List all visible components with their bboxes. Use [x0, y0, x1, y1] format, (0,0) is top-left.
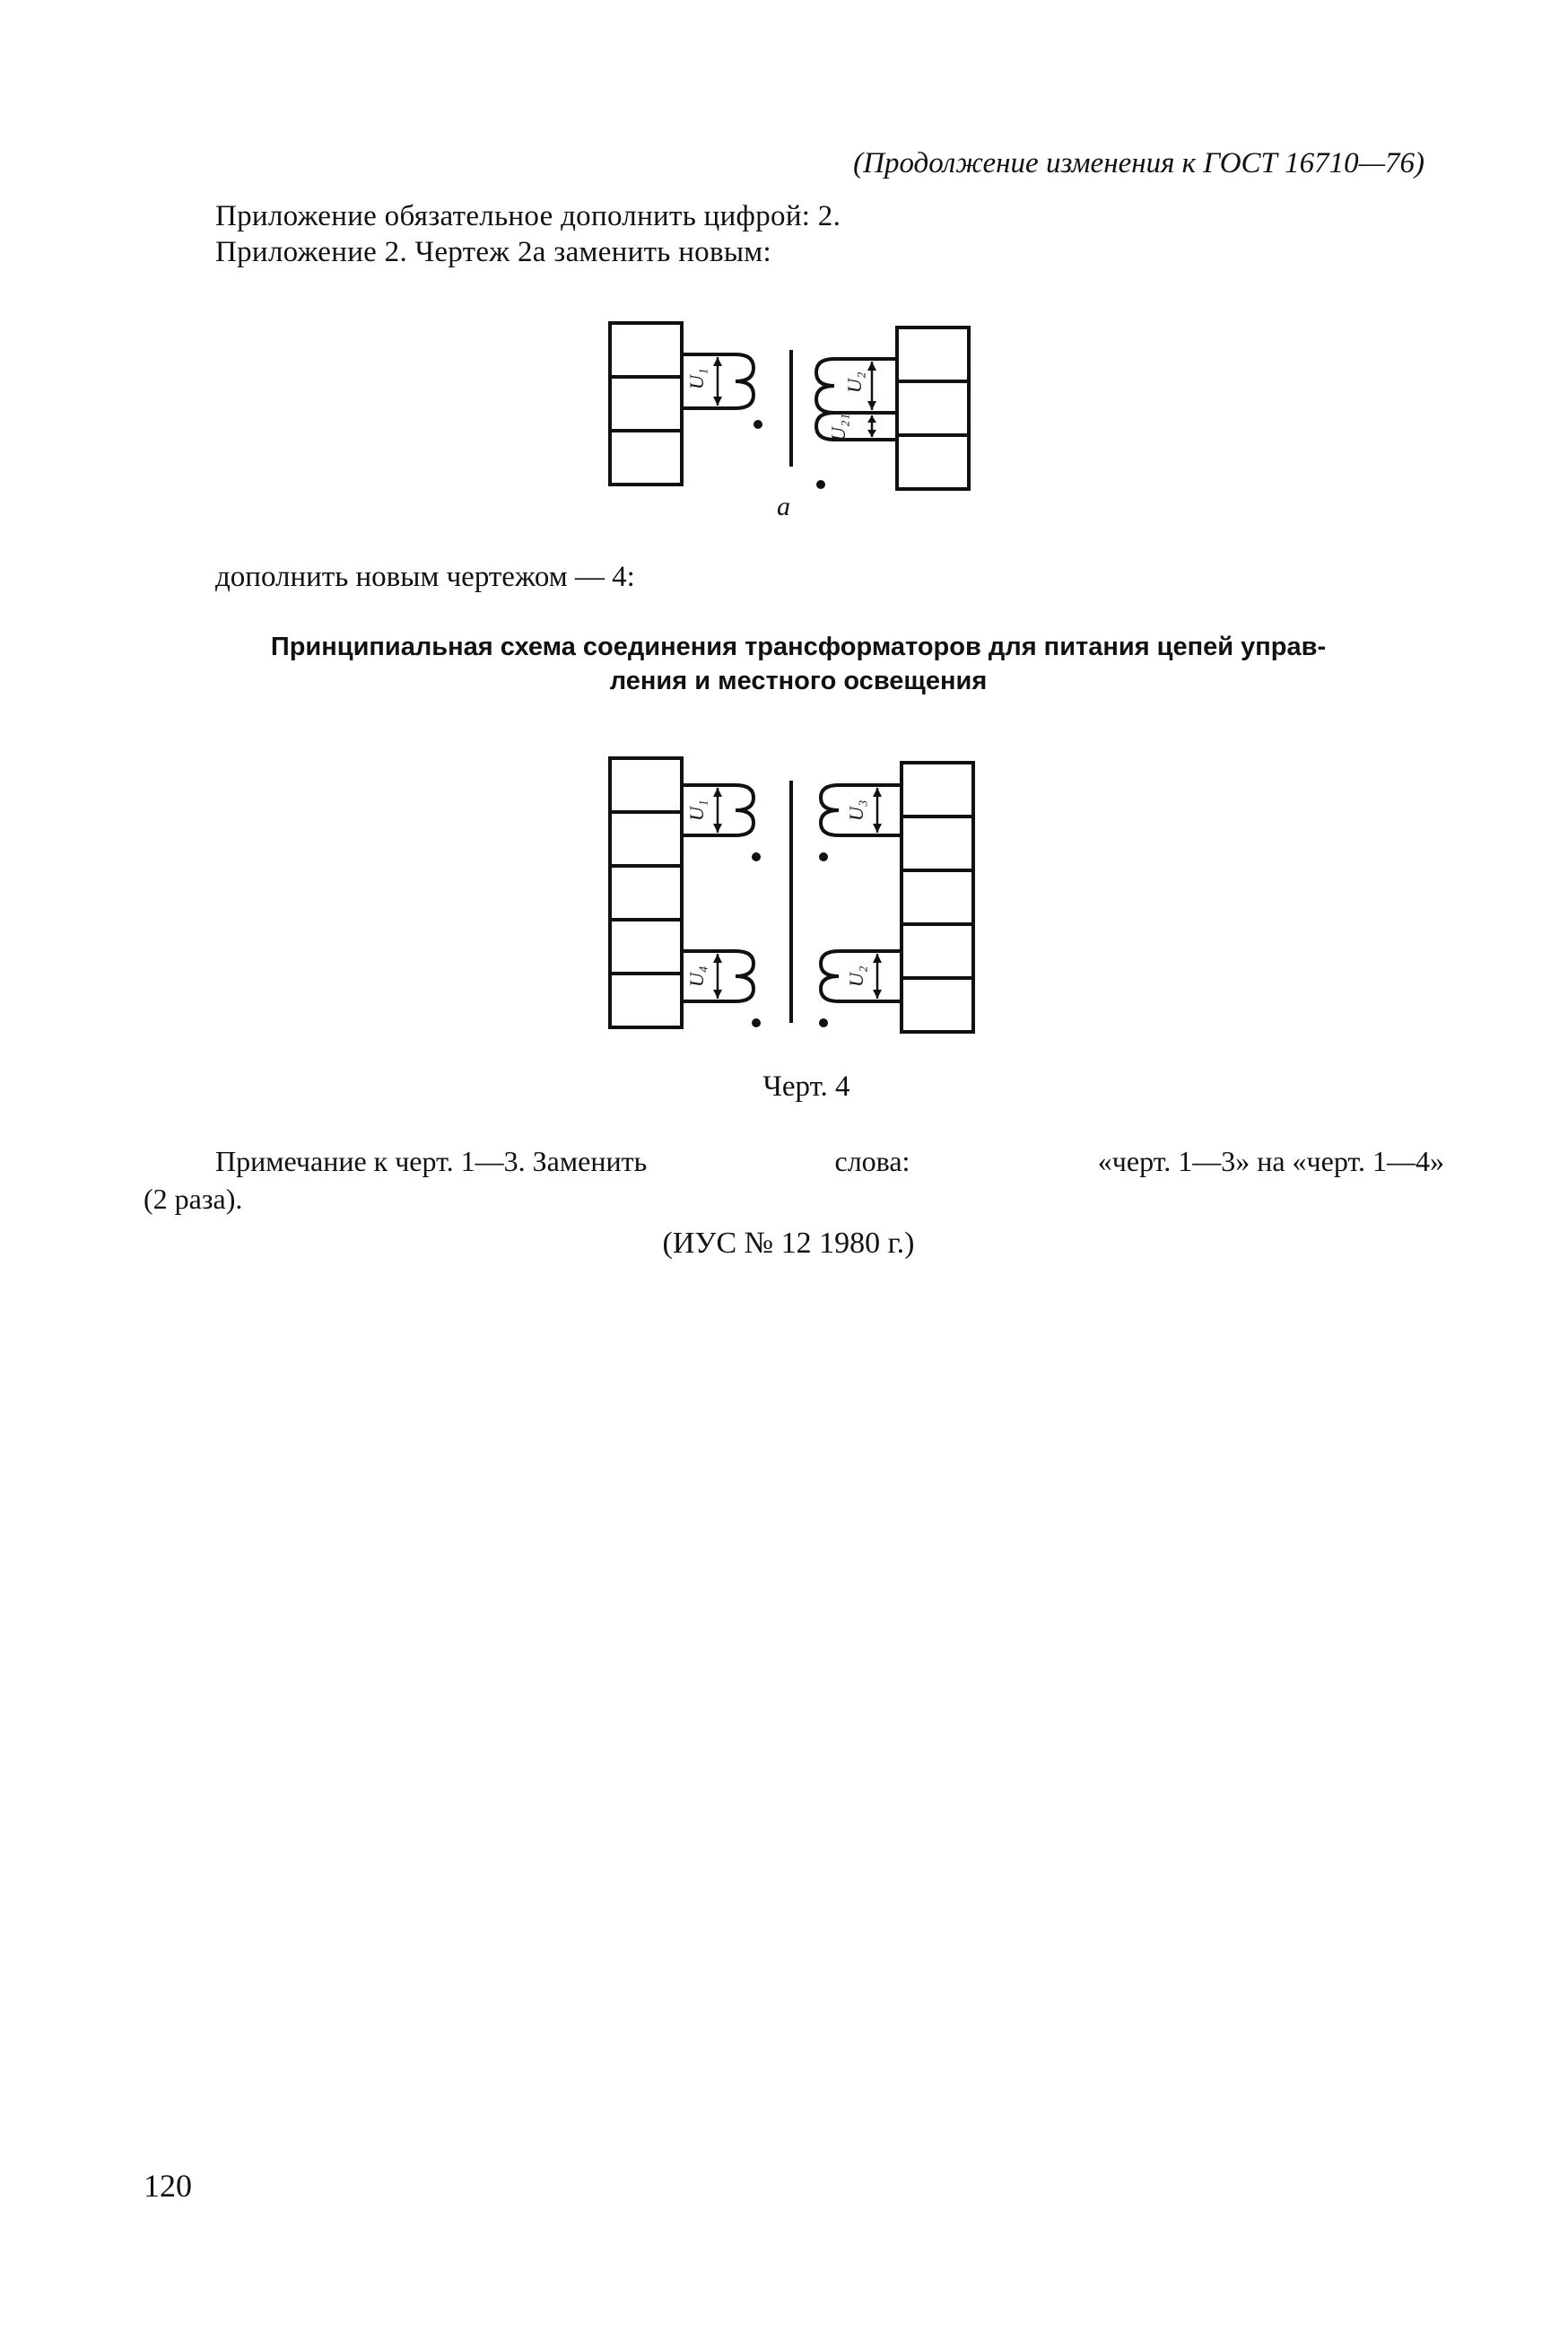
voltage-label-u1: U₁: [685, 799, 708, 821]
terminal-block-left-3: [610, 431, 682, 485]
note-part-1: Примечание к черт. 1—3. Заменить: [215, 1145, 648, 1177]
transformer-diagram-2a: [592, 314, 996, 520]
winding-left: [736, 354, 754, 408]
voltage-label-u21: U₂₁: [827, 413, 849, 441]
terminal-block-left-2: [610, 377, 682, 431]
figure-label-a: а: [777, 492, 790, 521]
terminal-block-left-4: [610, 920, 682, 974]
polarity-dot-right-bottom: [819, 1018, 828, 1027]
terminal-block-right-4: [902, 924, 973, 978]
voltage-label-u4: U₄: [685, 965, 708, 987]
voltage-label-u3: U₃: [845, 799, 867, 821]
page-number: 120: [144, 2168, 192, 2204]
terminal-block-right-2: [902, 817, 973, 870]
terminal-block-left-3: [610, 866, 682, 920]
continuation-header: (Продолжение изменения к ГОСТ 16710—76): [853, 147, 1424, 179]
polarity-dot-left: [754, 420, 762, 429]
winding-right-top: [821, 785, 839, 835]
voltage-label-u2: U₂: [843, 371, 866, 393]
terminal-block-right-2: [897, 381, 969, 435]
terminal-block-right-5: [902, 978, 973, 1032]
winding-left-bottom: [736, 951, 754, 1001]
terminal-block-left-1: [610, 758, 682, 812]
voltage-label-u1: U₁: [685, 368, 708, 389]
transformer-diagram-4: [592, 749, 996, 1050]
terminal-block-right-3: [902, 870, 973, 924]
polarity-dot-left-top: [752, 852, 761, 861]
winding-left-top: [736, 785, 754, 835]
polarity-dot-left-bottom: [752, 1018, 761, 1027]
terminal-block-right-1: [897, 328, 969, 381]
winding-right-bottom: [821, 951, 839, 1001]
terminal-block-left-5: [610, 974, 682, 1027]
scheme-title-line2: ления и местного освещения: [609, 667, 988, 695]
note-line: [215, 1145, 1444, 1178]
figure-caption: Черт. 4: [762, 1070, 850, 1103]
polarity-dot-right-top: [819, 852, 828, 861]
terminal-block-right-1: [902, 763, 973, 817]
voltage-label-u2: U₂: [845, 965, 867, 987]
terminal-block-right-3: [897, 435, 969, 489]
terminal-block-left-2: [610, 812, 682, 866]
text-line-add-drawing: дополнить новым чертежом — 4:: [215, 561, 635, 593]
scheme-title-line1: Принципиальная схема соединения трансформаторов для питания цепей управ-: [270, 633, 1327, 661]
note-part-3: «черт. 1—3» на «черт. 1—4»: [1097, 1145, 1444, 1177]
text-line-appendix-2: Приложение 2. Чертеж 2а заменить новым:: [215, 236, 771, 268]
ius-reference: (ИУС № 12 1980 г.): [662, 1227, 915, 1260]
scheme-title: [152, 630, 1444, 698]
polarity-dot-right: [816, 480, 825, 489]
note-part-2: слова:: [834, 1145, 910, 1177]
terminal-block-left-1: [610, 323, 682, 377]
text-line-appendix-mandatory: Приложение обязательное дополнить цифрой: 2.: [215, 200, 841, 232]
note-line-2: (2 раза).: [144, 1183, 243, 1215]
